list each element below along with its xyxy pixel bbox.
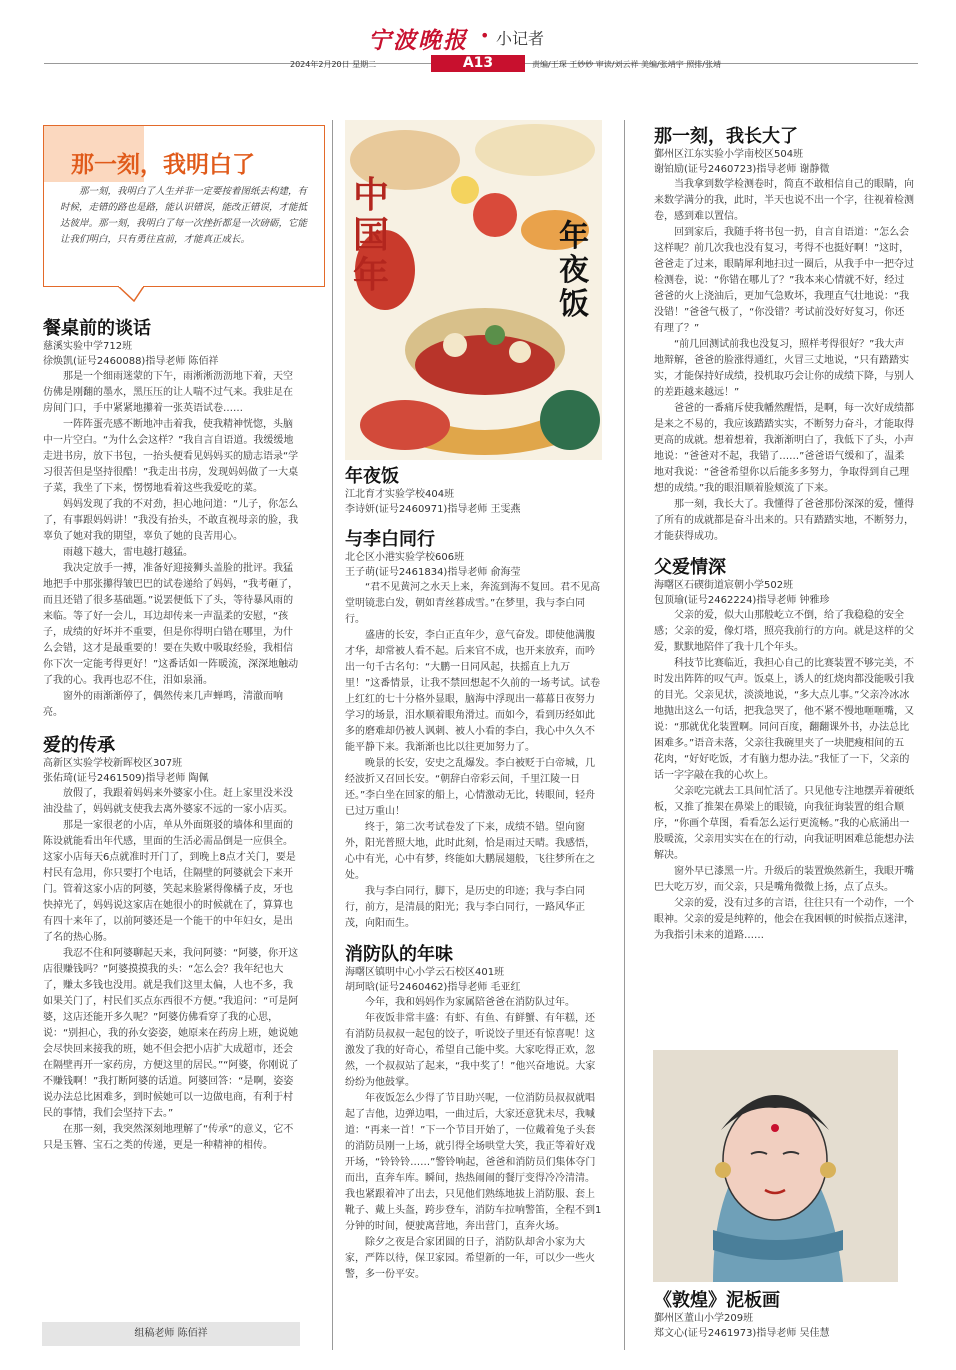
staff-credits: 责编/王琛 王妙妙 审读/刘云祥 美编/张靖宇 照排/张靖 <box>532 60 721 69</box>
article-school: 鄞州区董山小学209班 <box>654 1313 754 1324</box>
column-1 <box>43 318 301 1154</box>
painting-text-side: 年夜饭 <box>559 219 589 322</box>
paragraph: 今年，我和妈妈作为家属陪爸爸在消防队过年。 <box>365 997 575 1008</box>
paragraph: 除夕之夜是合家团圆的日子，消防队却舍小家为大家，严阵以待，保卫家园。希望新的一年，可以少一些火警，多一份平安。 <box>345 1237 595 1280</box>
paragraph: 放假了，我跟着妈妈来外婆家小住。赶上家里没米没油没盐了，妈妈就支使我去离外婆家不远的一家小店买。 <box>43 788 293 815</box>
article-title: 与李白同行 <box>345 529 435 550</box>
column-divider <box>624 120 625 1350</box>
article-title: 消防队的年味 <box>345 944 453 965</box>
article <box>345 529 603 932</box>
paragraph: 一阵阵蛋壳感不断地冲击着我，使我精神恍惚，头脑中一片空白。“为什么会这样？”我自言自语道。我缓缓地走进书房，放下书包，一抬头便看见妈妈买的励志语录“学习很苦但是坚持很酷！”我走出书房，发现妈妈做了一大桌子菜，我坐了下来，愣愣地看着这些我爱吃的菜。 <box>43 419 299 494</box>
article-author: 李诗妍(证号2460971)指导老师 王雯燕 <box>345 504 521 515</box>
article-title: 父爱情深 <box>654 557 726 578</box>
section-name: 小记者 <box>496 29 545 48</box>
paragraph: 晚景的长安，安史之乱爆发。李白被贬于白帝城，几经波折又召回长安。“朝辞白帝彩云间，千里江陵一日还。”李白坐在回家的船上，心情激动无比，转眼间，轻舟已过万重山！ <box>345 758 596 817</box>
column-divider <box>332 120 333 1350</box>
page-number-badge: A13 <box>431 55 525 72</box>
paragraph: 那是一家很老的小店，单从外面斑驳的墙体和里面的陈设就能看出年代感，里面的生活必需品倒是一应俱全。这家小店每天6点就准时开门了，到晚上8点才关门，要是村民有急用，你只要打个电话，住隔壁的阿婆就会下来开门。管着这家小店的阿婆，笑起来脸紧得像橘子皮，牙也快掉光了，妈妈说这家店在她很小的时候就在了，算算也有四十来年了，以前阿婆还是一个能干的中年妇女，是出了名的热心肠。 <box>43 820 296 943</box>
article-author: 张佑琦(证号2461509)指导老师 陶佩 <box>43 773 209 784</box>
article-author: 徐焕凯(证号2460088)指导老师 陈佰祥 <box>43 356 219 367</box>
column-2 <box>345 466 603 1283</box>
article-school: 鄞州区江东实验小学南校区504班 <box>654 149 804 160</box>
paragraph: 爸爸的一番痛斥使我幡然醒悟，是啊，每一次好成绩都是来之不易的，我应该踏踏实实，不断努力奋斗，才能取得更高的成就。想着想着，我渐渐明白了，我低下了头，小声地说：“爸爸对不起，我错了……”爸爸语气缓和了，温柔地对我说：“爸爸希望你以后能多多努力，争取得到自己理想的成绩。”我的眼泪顺着脸颊流了下来。 <box>654 403 914 494</box>
article <box>654 1290 914 1341</box>
chinese-new-year-painting <box>345 120 602 460</box>
article <box>43 735 301 1154</box>
paragraph: 妈妈发现了我的不对劲，担心地问道：“儿子，你怎么了，有事跟妈妈讲！”我没有抬头，不敢直视母亲的脸，我辜负了她对我的期望，辜负了她的良苦用心。 <box>43 499 299 542</box>
article <box>654 126 914 545</box>
feature-pointer <box>118 286 144 302</box>
paragraph: “前几回测试前我也没复习，照样考得很好？”我大声地辩解，爸爸的脸涨得通红，火冒三丈地说，“只有踏踏实实，才能保持好成绩，投机取巧会让你的成绩下降，与别人的差距越来越远！” <box>654 339 914 398</box>
article-author: 谢铂励(证号2460723)指导老师 谢静微 <box>654 164 830 175</box>
paragraph: 雨越下越大，雷电越打越猛。 <box>63 547 193 558</box>
article-school: 慈溪实验中学712班 <box>43 341 133 352</box>
paragraph: 科技节比赛临近，我担心自己的比赛装置不够完美，不时发出阵阵的叹气声。饭桌上，诱人的红烧肉都没能吸引我的目光。父亲见状，淡淡地说，“多大点儿事。”父亲冷冰冰地抛出这么一句话，把我急哭了，他不紧不慢地咂咂嘴，又说：“那就优化装置啊。同问百度，翻翻课外书，办法总比困难多。”语音未落，父亲往我碗里夹了一块肥瘦相间的五花肉，“好好吃饭，才有脑力想办法。”我怔了一下，父亲的话一字字敲在我的心坎上。 <box>654 658 914 781</box>
article-school: 江北育才实验学校404班 <box>345 489 455 500</box>
article-title: 那一刻，我长大了 <box>654 126 798 147</box>
feature-intro: 那一刻，我明白了人生并非一定要按着图纸去构建，有时候，走错的路也是路，能认识错误，能改正错误，才能抵达彼岸。那一刻，我明白了每一次挫折都是一次磅砺，它能让我们明白，只有勇往直前，才能真正成长。 <box>60 186 308 245</box>
paragraph: 我忍不住和阿婆聊起天来，我问阿婆：“阿婆，你开这店很赚钱吗？”阿婆摸摸我的头：“怎么会？我年纪也大了，赚太多钱也没用。就是我们这里太偏，人也不多，我如果关门了，村民们买点东西很不方便。”我追问：“可是阿婆，这店还能开多久呢？”阿婆仿佛看穿了我的心思，说：“别担心，我的孙女姿姿，她原来在药房上班，她说她会尽快回来接我的班，她不但会把小店扩大成超市，还会在隔壁再开一家药房，方便这里的居民。”“阿婆，你刚说了不赚钱啊！”我打断阿婆的话道。阿婆回答：“是啊，姿姿说办法总比困难多，到时候她可以一边做电商，有利于村民的事情，我们会坚持下去。” <box>43 948 299 1119</box>
article-author: 郑文心(证号2461973)指导老师 吴佳慧 <box>654 1328 830 1339</box>
issue-date: 2024年2月20日 星期二 <box>290 60 377 69</box>
editor-credit: 组稿老师 陈佰祥 <box>42 1322 300 1346</box>
article <box>345 466 603 517</box>
paragraph: 那是一个细雨迷蒙的下午，雨淅淅沥沥地下着，天空仿佛是刚翻的墨水，黑压压的让人喘不过气来。我驻足在房间门口，手中紧紧地攥着一张英语试卷…… <box>43 371 293 414</box>
paragraph: 终于，第二次考试卷发了下来，成绩不错。望向窗外，阳光普照大地，此时此刻，恰是雨过天晴。我感悟，心中有光，心中有梦，终能如大鹏展翅般，飞往梦所在之处。 <box>345 822 595 881</box>
paragraph: 父亲的爱，没有过多的言语，往往只有一个动作，一个眼神。父亲的爱是纯粹的，他会在我困顿的时候指点迷津，为我指引未来的道路…… <box>654 898 914 941</box>
painting-illustration <box>653 1050 898 1282</box>
article <box>654 557 914 944</box>
article-school: 海曙区镇明中心小学云石校区401班 <box>345 967 505 978</box>
article-title: 餐桌前的谈话 <box>43 318 151 339</box>
paragraph: 盛唐的长安，李白正直年少，意气奋发。即使他满腹才华，却常被人看不起。后来官不成，也开来放弃，而吟出一句千古名句：“大鹏一日同风起，扶摇直上九万里！”这番情景，让我不禁回想起不久前的一场考试。试卷上红红的七十分格外显眼，脑海中浮现出一幕幕日夜努力学习的场景，泪水顺着眼角滑过。而如今，看到历经如此多的磨难却仍被人讽刺、被人小看的李白，我心中久久不能平静下来。我渐渐也比以往更加努力了。 <box>345 630 601 753</box>
feature-title: 那一刻，我明白了 <box>71 152 255 178</box>
paragraph: 窗外早已漆黑一片。升级后的装置焕然新生，我眼开嘴巴大吃万岁，而父亲，只是嘴角微微上扬，点了点头。 <box>654 866 914 893</box>
painting-text-main: 中国年 <box>353 174 390 296</box>
article-title: 年夜饭 <box>345 466 399 487</box>
paragraph: 回到家后，我随手将书包一扔，自言自语道：“怎么会这样呢？前几次我也没有复习，考得不也挺好啊！”这时，爸爸走了过来，眼睛犀利地扫过一圈后，从我手中一把夺过检测卷，说：“你错在哪儿了？”我本来心情就不好，经过爸爸的火上浇油后，更加气急败坏，我理直气壮地说：“我没错！”爸爸气极了，“你没错？考试前没好好复习，你还有理了？” <box>654 227 914 334</box>
article-title: 《敦煌》泥板画 <box>654 1290 780 1311</box>
article <box>345 944 603 1283</box>
article-author: 胡珂晗(证号2460462)指导老师 毛亚红 <box>345 982 521 993</box>
dunhuang-clay-painting <box>653 1050 898 1282</box>
article-author: 包顶瑜(证号2462224)指导老师 钟雅珍 <box>654 595 830 606</box>
masthead-dot: • <box>480 26 490 45</box>
article-school: 海曙区石碶街道宸朝小学502班 <box>654 580 794 591</box>
article-author: 王子萌(证号2461834)指导老师 俞海莹 <box>345 567 521 578</box>
paragraph: “君不见黄河之水天上来，奔流到海不复回。君不见高堂明镜悲白发，朝如青丝暮成雪。”在梦里，我与李白同行。 <box>345 582 601 625</box>
article-school: 北仑区小港实验学校606班 <box>345 552 465 563</box>
paragraph: 年夜饭非常丰盛：有虾、有鱼、有鲜蟹、有年糕，还有消防员叔叔一起包的饺子，听说饺子里还有惊喜呢！这激发了我的好奇心，希望自己能中奖。大家吃得正欢，忽然，一个叔叔站了起来，“我中奖了！”他兴奋地说。大家纷纷为他鼓掌。 <box>345 1013 596 1088</box>
column-3 <box>654 126 914 944</box>
article-title: 爱的传承 <box>43 735 115 756</box>
paragraph: 父亲吃完就去工具间忙活了。只见他专注地摆弄着硬纸板，又推了推架在鼻梁上的眼镜，向我征询装置的组合顺序，“你画个草图，看看怎么运行更流畅。”我的心底涌出一股暖流，父亲用实实在在的行动，向我证明困难总能想办法解决。 <box>654 786 914 861</box>
paragraph: 我与李白同行，脚下，是历史的印迹；我与李白同行，前方，是清晨的阳光；我与李白同行，一路风华正茂，向阳而生。 <box>345 886 585 929</box>
paragraph: 年夜饭怎么少得了节目助兴呢，一位消防员叔叔就唱起了吉他，边弹边唱，一曲过后，大家还意犹未尽，我喊道：“再来一首！”下一个节目开始了，一位戴着兔子头套的消防员刚一上场，就引得全场哄堂大笑，我正等着好戏开场，“铃铃铃……”警铃响起，爸爸和消防员们集体夺门而出，直奔车库。瞬间，热热闹闹的餐厅变得冷冷清清。我也紧跟着冲了出去，只见他们熟练地拔上消防服、套上靴子、戴上头盔，跨步登车，消防车拉响警笛，全程不到1分钟的时间，便驶离营地，奔出营门，直奔火场。 <box>345 1093 602 1232</box>
article <box>43 318 301 721</box>
paragraph: 我决定放手一搏，准备好迎接狮头盖脸的批评。我猛地把手中那张攥得皱巴巴的试卷递给了妈妈，“我考砸了，而且还错了很多基础题。”说罢便低下了头，等待暴风雨的来临。等了好一会儿，耳边却传来一声温柔的安慰，“孩子，成绩的好坏并不重要，但是你得明白错在哪里，为什么会错，这才是最重要的！要在失败中吸取经验，我相信你下次一定能考得更好！”这番话如一阵暖流，深深地触动了我的心。我再也忍不住，泪如泉涌。 <box>43 563 299 686</box>
paragraph: 窗外的雨渐渐停了，偶然传来几声蝉鸣，清澈而响亮。 <box>43 691 283 718</box>
newspaper-logo: 宁波晚报 <box>368 27 468 54</box>
paragraph: 父亲的爱，似大山那般屹立不倒，给了我稳稳的安全感；父亲的爱，像灯塔，照亮我前行的方向。就是这样的父爱，默默地陪伴了我十几个年头。 <box>654 610 914 653</box>
paragraph: 当我拿到数学检测卷时，简直不敢相信自己的眼睛，向来数学满分的我，此时，半天也说不出一个字，往视着检测卷，感到难以置信。 <box>654 179 914 222</box>
article-school: 高新区实验学校新晖校区307班 <box>43 758 183 769</box>
paragraph: 那一刻，我长大了。我懂得了爸爸那份深深的爱，懂得了所有的成就都是奋斗出来的。只有踏踏实地，不断努力，才能获得成功。 <box>654 499 914 542</box>
paragraph: 在那一刻，我突然深刻地理解了“传承”的意义，它不只是玉簪、宝石之类的传递，更是一种精神的相传。 <box>43 1124 294 1151</box>
